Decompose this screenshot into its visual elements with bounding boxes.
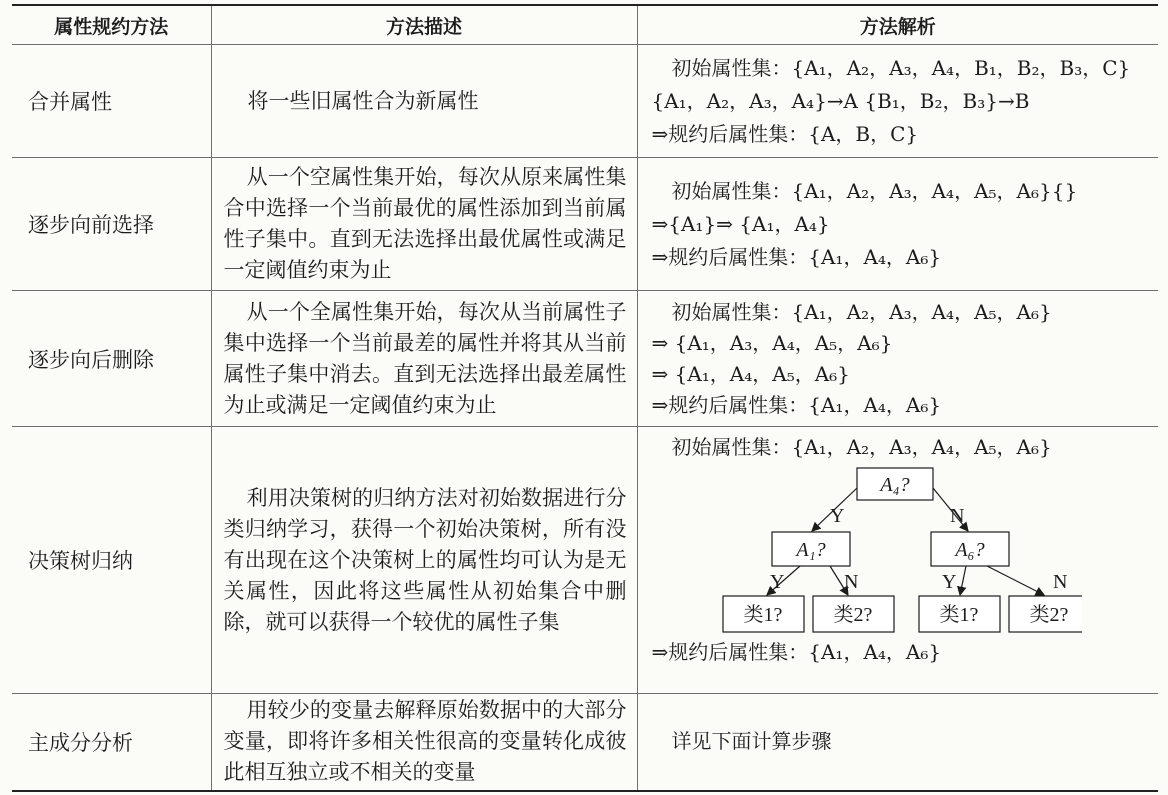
row-description: 将一些旧属性合为新属性 <box>211 45 637 158</box>
row-description <box>211 158 637 291</box>
tree-right-label: A₆? <box>954 539 985 561</box>
attribute-reduction-table <box>12 4 1158 792</box>
table-row <box>12 291 1158 427</box>
tree-leaf-label: 类2? <box>1029 604 1068 626</box>
analysis-line: ⇒规约后属性集：{A₁，A₄，A₆} <box>651 392 942 417</box>
row-analysis <box>637 694 1158 791</box>
analysis-line: ⇒规约后属性集：{A₁，A₄，A₆} <box>651 640 942 664</box>
analysis-line: ⇒{A₁}⇒ {A₁，A₄} <box>651 211 830 236</box>
tree-left-label: A₁? <box>795 539 826 561</box>
analysis-line: ⇒规约后属性集：{A，B，C} <box>651 121 919 146</box>
analysis-line: ⇒ {A₁，A₄，A₅，A₆} <box>651 361 850 386</box>
analysis-line: {A₁，A₂，A₃，A₄}→A {B₁，B₂，B₃}→B <box>651 88 1030 113</box>
tree-no-label: N <box>843 571 858 593</box>
decision-tree-diagram <box>682 464 1082 636</box>
table-row <box>12 427 1158 694</box>
tree-edge <box>987 566 1044 595</box>
tree-yes-label: Y <box>769 571 784 593</box>
row-analysis <box>637 158 1158 291</box>
tree-root-label: A₄? <box>879 474 910 496</box>
header-description: 方法描述 <box>211 5 637 45</box>
row-analysis <box>637 291 1158 427</box>
analysis-line: 初始属性集：{A₁，A₂，A₃，A₄，A₅，A₆} <box>671 435 1052 459</box>
row-method-name: 逐步向前选择 <box>12 158 211 291</box>
row-description <box>211 694 637 791</box>
description-text: 利用决策树的归纳方法对初始数据进行分类归纳学习，获得一个初始决策树，所有没有出现在这个决策树上的属性均可认为是无关属性，因此将这些属性从初始集合中删除，就可以获得一个较优的属性子集 <box>223 485 627 634</box>
tree-edge <box>960 566 966 595</box>
tree-yes-label: Y <box>829 505 844 527</box>
description-text: 从一个空属性集开始，每次从原来属性集合中选择一个当前最优的属性添加到当前属性子集中。直到无法选择出最优属性或满足一定阈值约束为止 <box>223 165 627 282</box>
row-analysis <box>637 45 1158 158</box>
tree-leaf-label: 类1? <box>743 604 782 626</box>
row-description <box>211 291 637 427</box>
description-text: 用较少的变量去解释原始数据中的大部分变量，即将许多相关性很高的变量转化成彼此相互独立或不相关的变量 <box>223 698 627 785</box>
row-method-name: 合并属性 <box>12 45 211 158</box>
analysis-line: 初始属性集：{A₁，A₂，A₃，A₄，B₁，B₂，B₃，C} <box>671 55 1131 80</box>
description-text: 从一个全属性集开始，每次从当前属性子集中选择一个当前最差的属性并将其从当前属性子集中消去。直到无法选择出最差属性为止或满足一定阈值约束为止 <box>223 299 627 417</box>
row-method-name: 逐步向后删除 <box>12 291 211 427</box>
analysis-line: 详见下面计算步骤 <box>671 729 832 754</box>
table-header-row <box>12 5 1158 45</box>
row-method-name: 决策树归纳 <box>12 427 211 694</box>
row-method-name: 主成分分析 <box>12 694 211 791</box>
table-row <box>12 45 1158 158</box>
row-description <box>211 427 637 694</box>
analysis-line: 初始属性集：{A₁，A₂，A₃，A₄，A₅，A₆} <box>671 299 1052 324</box>
table-row <box>12 158 1158 291</box>
tree-no-label: N <box>1052 571 1067 593</box>
analysis-line: 初始属性集：{A₁，A₂，A₃，A₄，A₅，A₆}{} <box>671 178 1078 203</box>
analysis-line: ⇒规约后属性集：{A₁，A₄，A₆} <box>651 244 942 269</box>
analysis-line: ⇒ {A₁，A₃，A₄，A₅，A₆} <box>651 330 893 355</box>
tree-leaf-label: 类2? <box>833 604 872 626</box>
header-analysis: 方法解析 <box>637 5 1158 45</box>
tree-no-label: N <box>949 505 964 527</box>
header-method: 属性规约方法 <box>12 5 211 45</box>
tree-yes-label: Y <box>941 571 956 593</box>
tree-leaf-label: 类1? <box>939 604 978 626</box>
table-row <box>12 694 1158 791</box>
row-analysis <box>637 427 1158 694</box>
